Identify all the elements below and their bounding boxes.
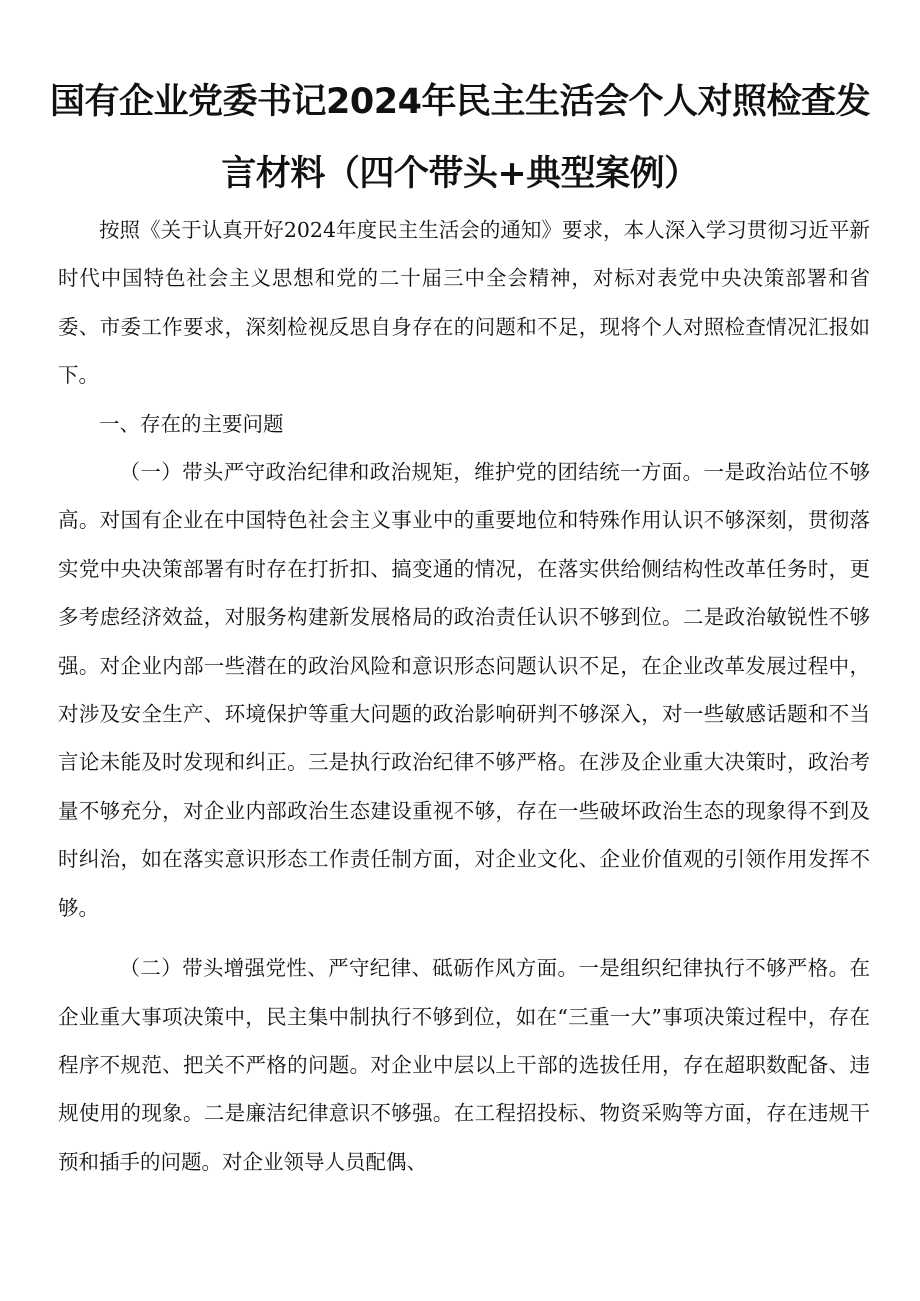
section-heading: 一、存在的主要问题 <box>99 411 284 436</box>
intro-paragraph: 按照《关于认真开好2024年度民主生活会的通知》要求，本人深入学习贯彻习近平新时代中国特色社会主义思想和党的二十届三中全会精神，对标对表党中央决策部署和省委、市委工作要求，深刻检视反思自身存在的问题和不足，现将个人对照检查情况汇报如下。 <box>58 218 870 388</box>
paragraph-item-1: （一）带头严守政治纪律和政治规矩，维护党的团结统一方面。一是政治站位不够高。对国有企业在中国特色社会主义事业中的重要地位和特殊作用认识不够深刻，贯彻落实党中央决策部署有时存在打折扣、搞变通的情况，在落实供给侧结构性改革任务时，更多考虑经济效益，对服务构建新发展格局的政治责任认识不够到位。二是政治敏锐性不够强。对企业内部一些潜在的政治风险和意识形态问题认识不足，在企业改革发展过程中，对涉及安全生产、环境保护等重大问题的政治影响研判不够深入，对一些敏感话题和不当言论未能及时发现和纠正。三是执行政治纪律不够严格。在涉及企业重大决策时，政治考量不够充分，对企业内部政治生态建设重视不够，存在一些破坏政治生态的现象得不到及时纠治，如在落实意识形态工作责任制方面，对企业文化、企业价值观的引领作用发挥不够。 <box>58 460 870 920</box>
document-title-line-2: 言材料（四个带头+典型案例） <box>221 154 699 194</box>
document-title-line-1: 国有企业党委书记2024年民主生活会个人对照检查发 <box>50 82 870 122</box>
document-body <box>58 206 870 1186</box>
paragraph-item-2: （二）带头增强党性、严守纪律、砥砺作风方面。一是组织纪律执行不够严格。在企业重大事项决策中，民主集中制执行不够到位，如在“三重一大”事项决策过程中，存在程序不规范、把关不严格的问题。对企业中层以上干部的选拔任用，存在超职数配备、违规使用的现象。二是廉洁纪律意识不够强。在工程招投标、物资采购等方面，存在违规干预和插手的问题。对企业领导人员配偶、 <box>58 956 870 1174</box>
